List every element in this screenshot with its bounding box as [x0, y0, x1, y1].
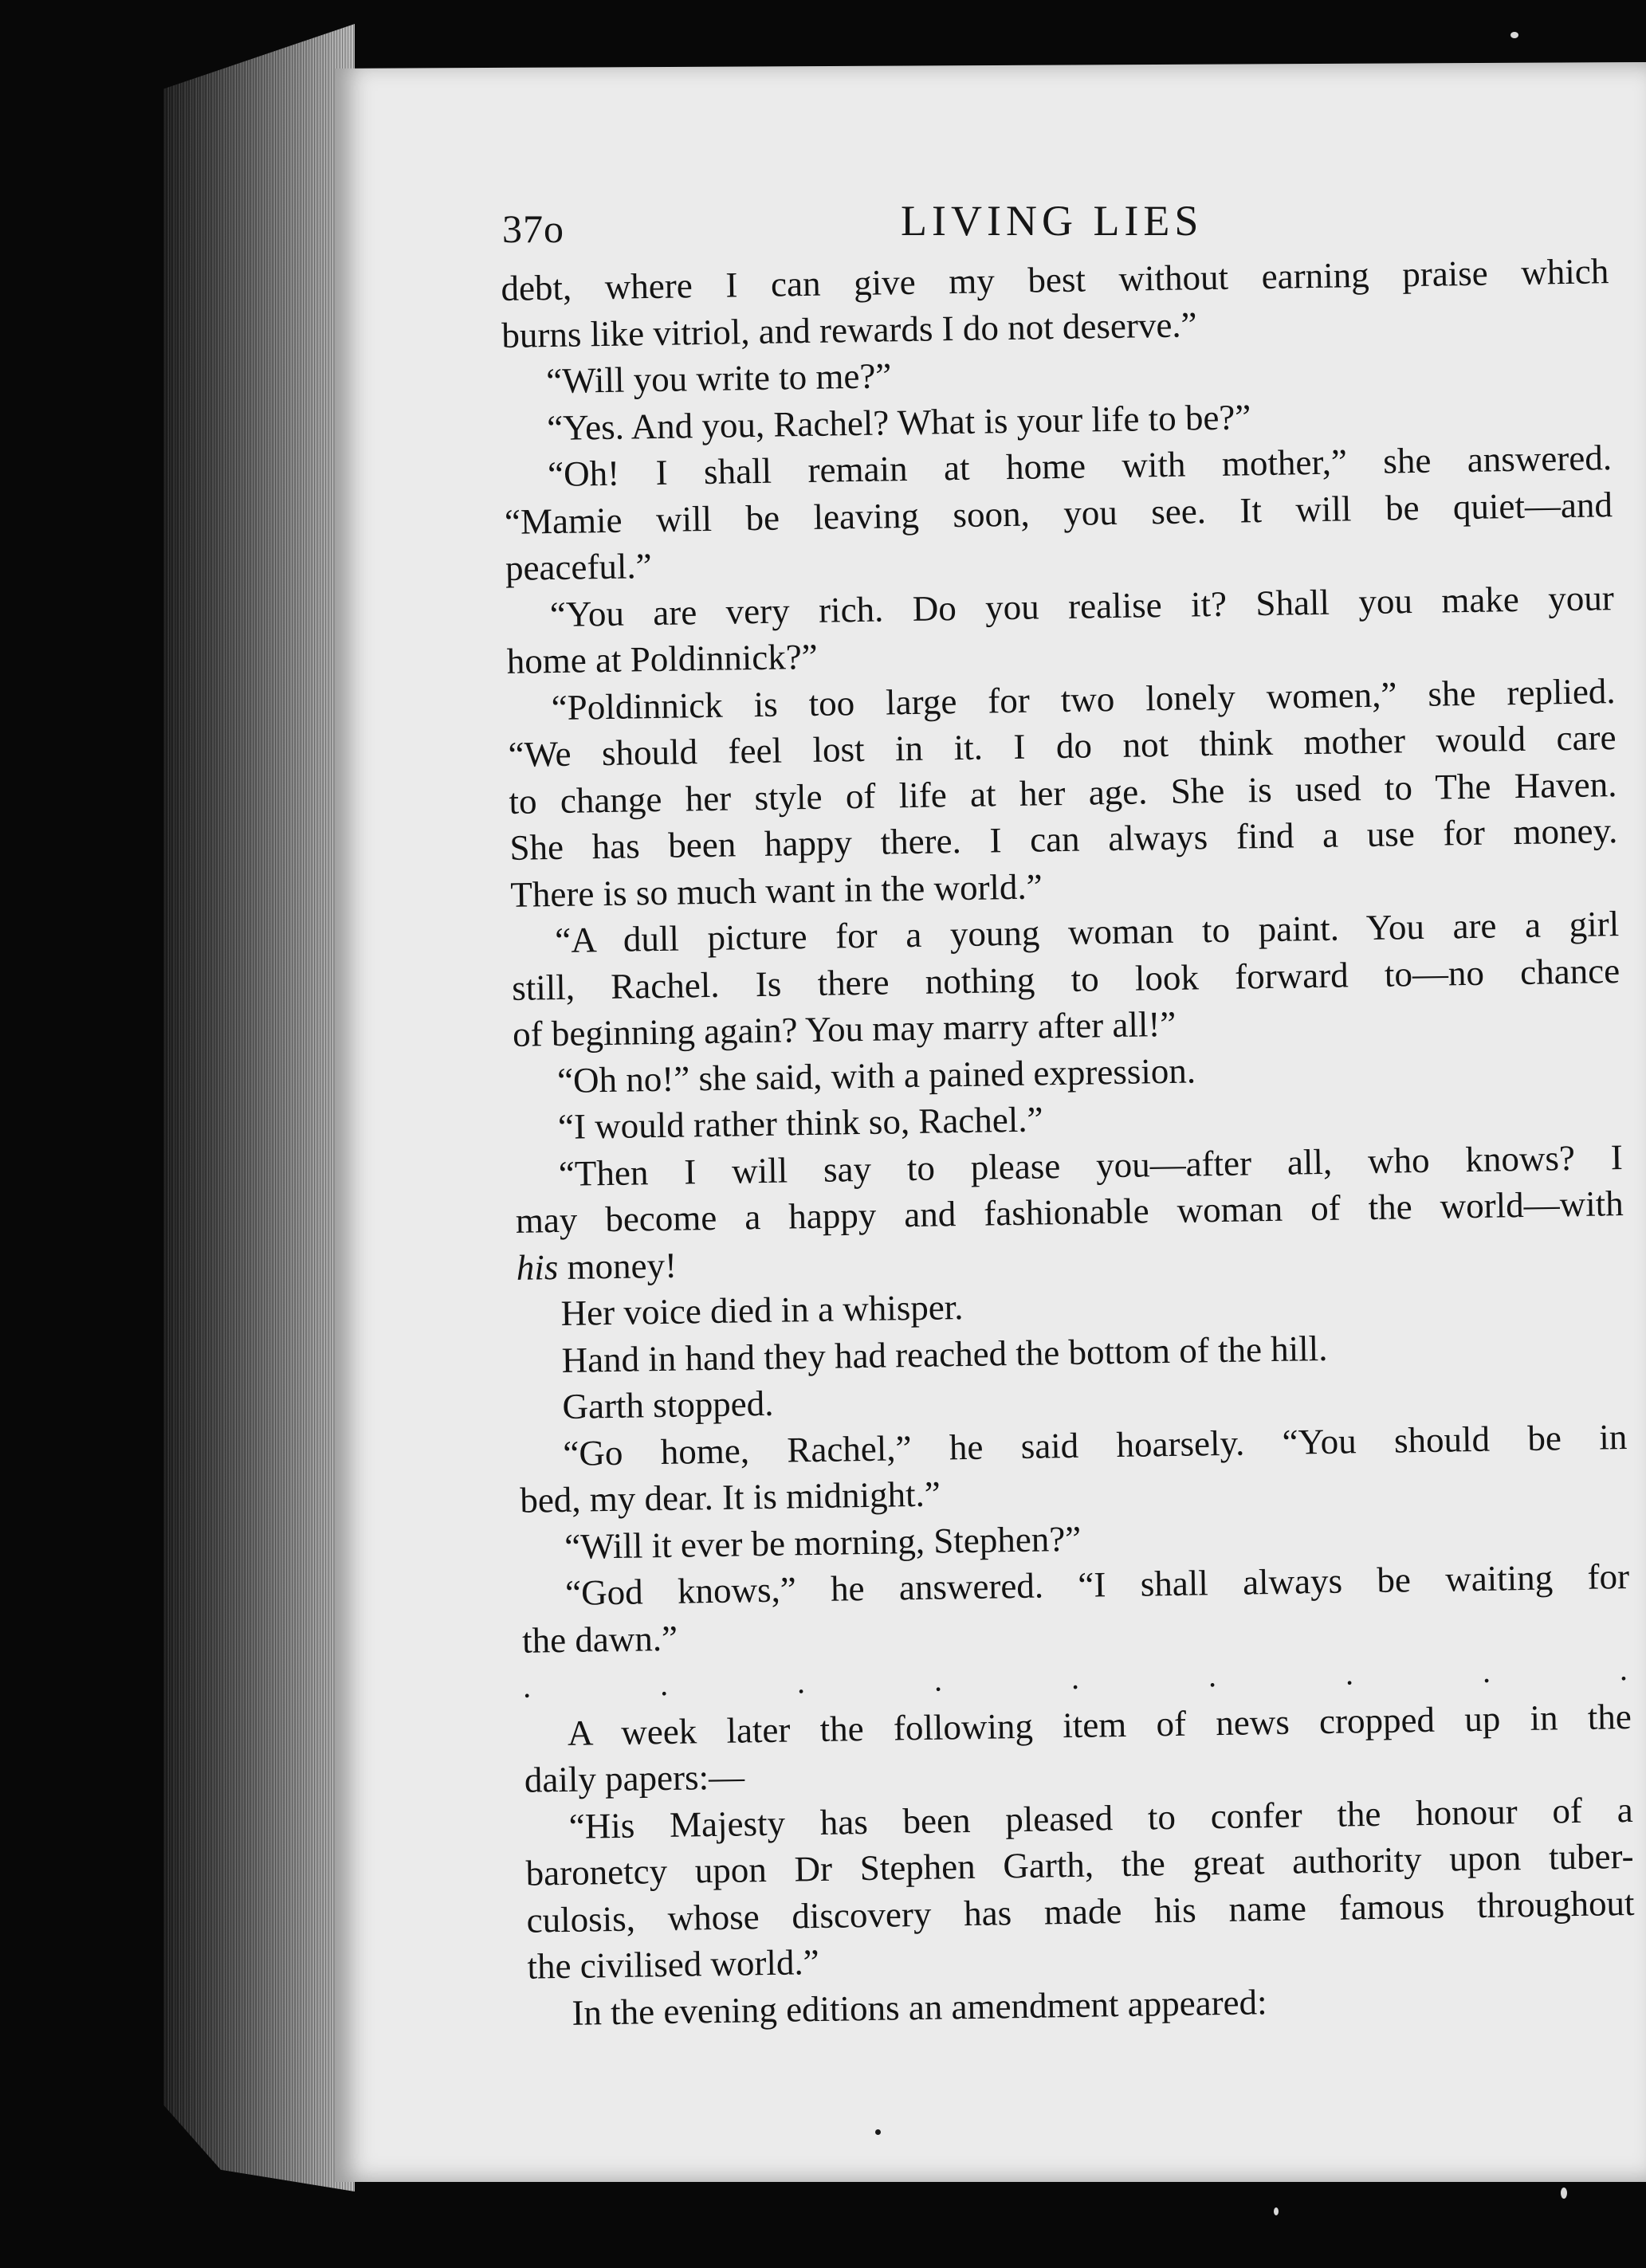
- text-line: Hand in hand they had reached the bottom of the hill.: [561, 1328, 1328, 1380]
- page-number: 37o: [502, 206, 564, 251]
- text-line: “Will you write to me?”: [545, 355, 892, 402]
- text-line: “Oh! I shall remain at home with mother,” she answered.: [547, 438, 1613, 495]
- text-line: “A dull picture for a young woman to paint. You are a girl: [554, 904, 1620, 961]
- text-line: “Go home, Rachel,” he said hoarsely. “You should be in: [563, 1416, 1628, 1473]
- text-line: the dawn.”: [521, 1618, 678, 1661]
- ellipsis-dot: .: [933, 1662, 943, 1698]
- text-line: of beginning again? You may marry after all!”: [512, 1003, 1177, 1054]
- background-speck: [1274, 2207, 1279, 2215]
- text-line: home at Poldinnick?”: [506, 636, 819, 681]
- text-line: “We should feel lost in it. I do not think mother would care: [508, 717, 1617, 775]
- text-line: baronetcy upon Dr Stephen Garth, the great authority upon tuber-: [525, 1835, 1634, 1893]
- book-page-edges: [163, 24, 355, 2191]
- body-text: [501, 248, 1636, 2037]
- text-line: There is so much want in the world.”: [510, 865, 1043, 915]
- text-line: “Then I will say to please you—after all, who knows? I: [558, 1136, 1624, 1194]
- text-line: Her voice died in a whisper.: [560, 1287, 964, 1333]
- text-line: bed, my dear. It is midnight.”: [519, 1473, 941, 1521]
- text-line: burns like vitriol, and rewards I do not deserve.”: [501, 304, 1197, 355]
- ellipsis-dot: .: [522, 1668, 532, 1705]
- stray-mark: [875, 2129, 881, 2135]
- text-line: “You are very rich. Do you realise it? Shall you make your: [549, 577, 1615, 634]
- text-line: still, Rachel. Is there nothing to look forward to—no chance: [511, 950, 1620, 1008]
- ellipsis-dot: .: [1619, 1651, 1628, 1688]
- text-line: “I would rather think so, Rachel.”: [557, 1099, 1043, 1147]
- background-speck: [1510, 32, 1518, 38]
- text-line: A week later the following item of news cropped up in the: [567, 1696, 1632, 1753]
- text-line: culosis, whose discovery has made his name famous throughout: [526, 1882, 1635, 1940]
- page-header: [502, 191, 1626, 255]
- text-line: peaceful.”: [505, 546, 652, 588]
- ellipsis-dot: .: [1345, 1655, 1354, 1692]
- italic-word: his: [516, 1246, 559, 1288]
- ellipsis-dot: .: [1070, 1659, 1080, 1696]
- text-line: “God knows,” he answered. “I shall always be waiting for: [564, 1556, 1630, 1613]
- running-title: LIVING LIES: [901, 197, 1204, 245]
- text-line: the civilised world.”: [527, 1941, 820, 1987]
- text-fragment: money!: [557, 1245, 678, 1287]
- text-line: “Mamie will be leaving soon, you see. It will be quiet—and: [504, 484, 1613, 542]
- text-line: She has been happy there. I can always find a use for money.: [509, 810, 1618, 868]
- text-line: “Poldinnick is too large for two lonely women,” she replied.: [551, 670, 1616, 728]
- text-line: In the evening editions an amendment appeared:: [572, 1981, 1267, 2033]
- text-line: may become a happy and fashionable woman of the world—with: [515, 1183, 1624, 1241]
- background-speck: [1561, 2188, 1567, 2199]
- text-line: debt, where I can give my best without earning praise which: [501, 251, 1609, 308]
- ellipsis-dot: .: [1482, 1653, 1491, 1689]
- ellipsis-dot: .: [659, 1666, 669, 1703]
- text-line: to change her style of life at her age. She is used to The Haven.: [509, 763, 1617, 822]
- text-line: “His Majesty has been pleased to confer the honour of a: [568, 1789, 1633, 1846]
- text-line: Garth stopped.: [562, 1383, 774, 1426]
- text-line: “Will it ever be morning, Stephen?”: [564, 1518, 1082, 1567]
- ellipsis-dot: .: [1208, 1658, 1217, 1694]
- text-line: daily papers:—: [524, 1756, 745, 1800]
- ellipsis-dot: .: [796, 1664, 806, 1701]
- text-line: “Yes. And you, Rachel? What is your life to be?”: [546, 396, 1251, 448]
- text-line: “Oh no!” she said, with a pained expression.: [556, 1050, 1196, 1101]
